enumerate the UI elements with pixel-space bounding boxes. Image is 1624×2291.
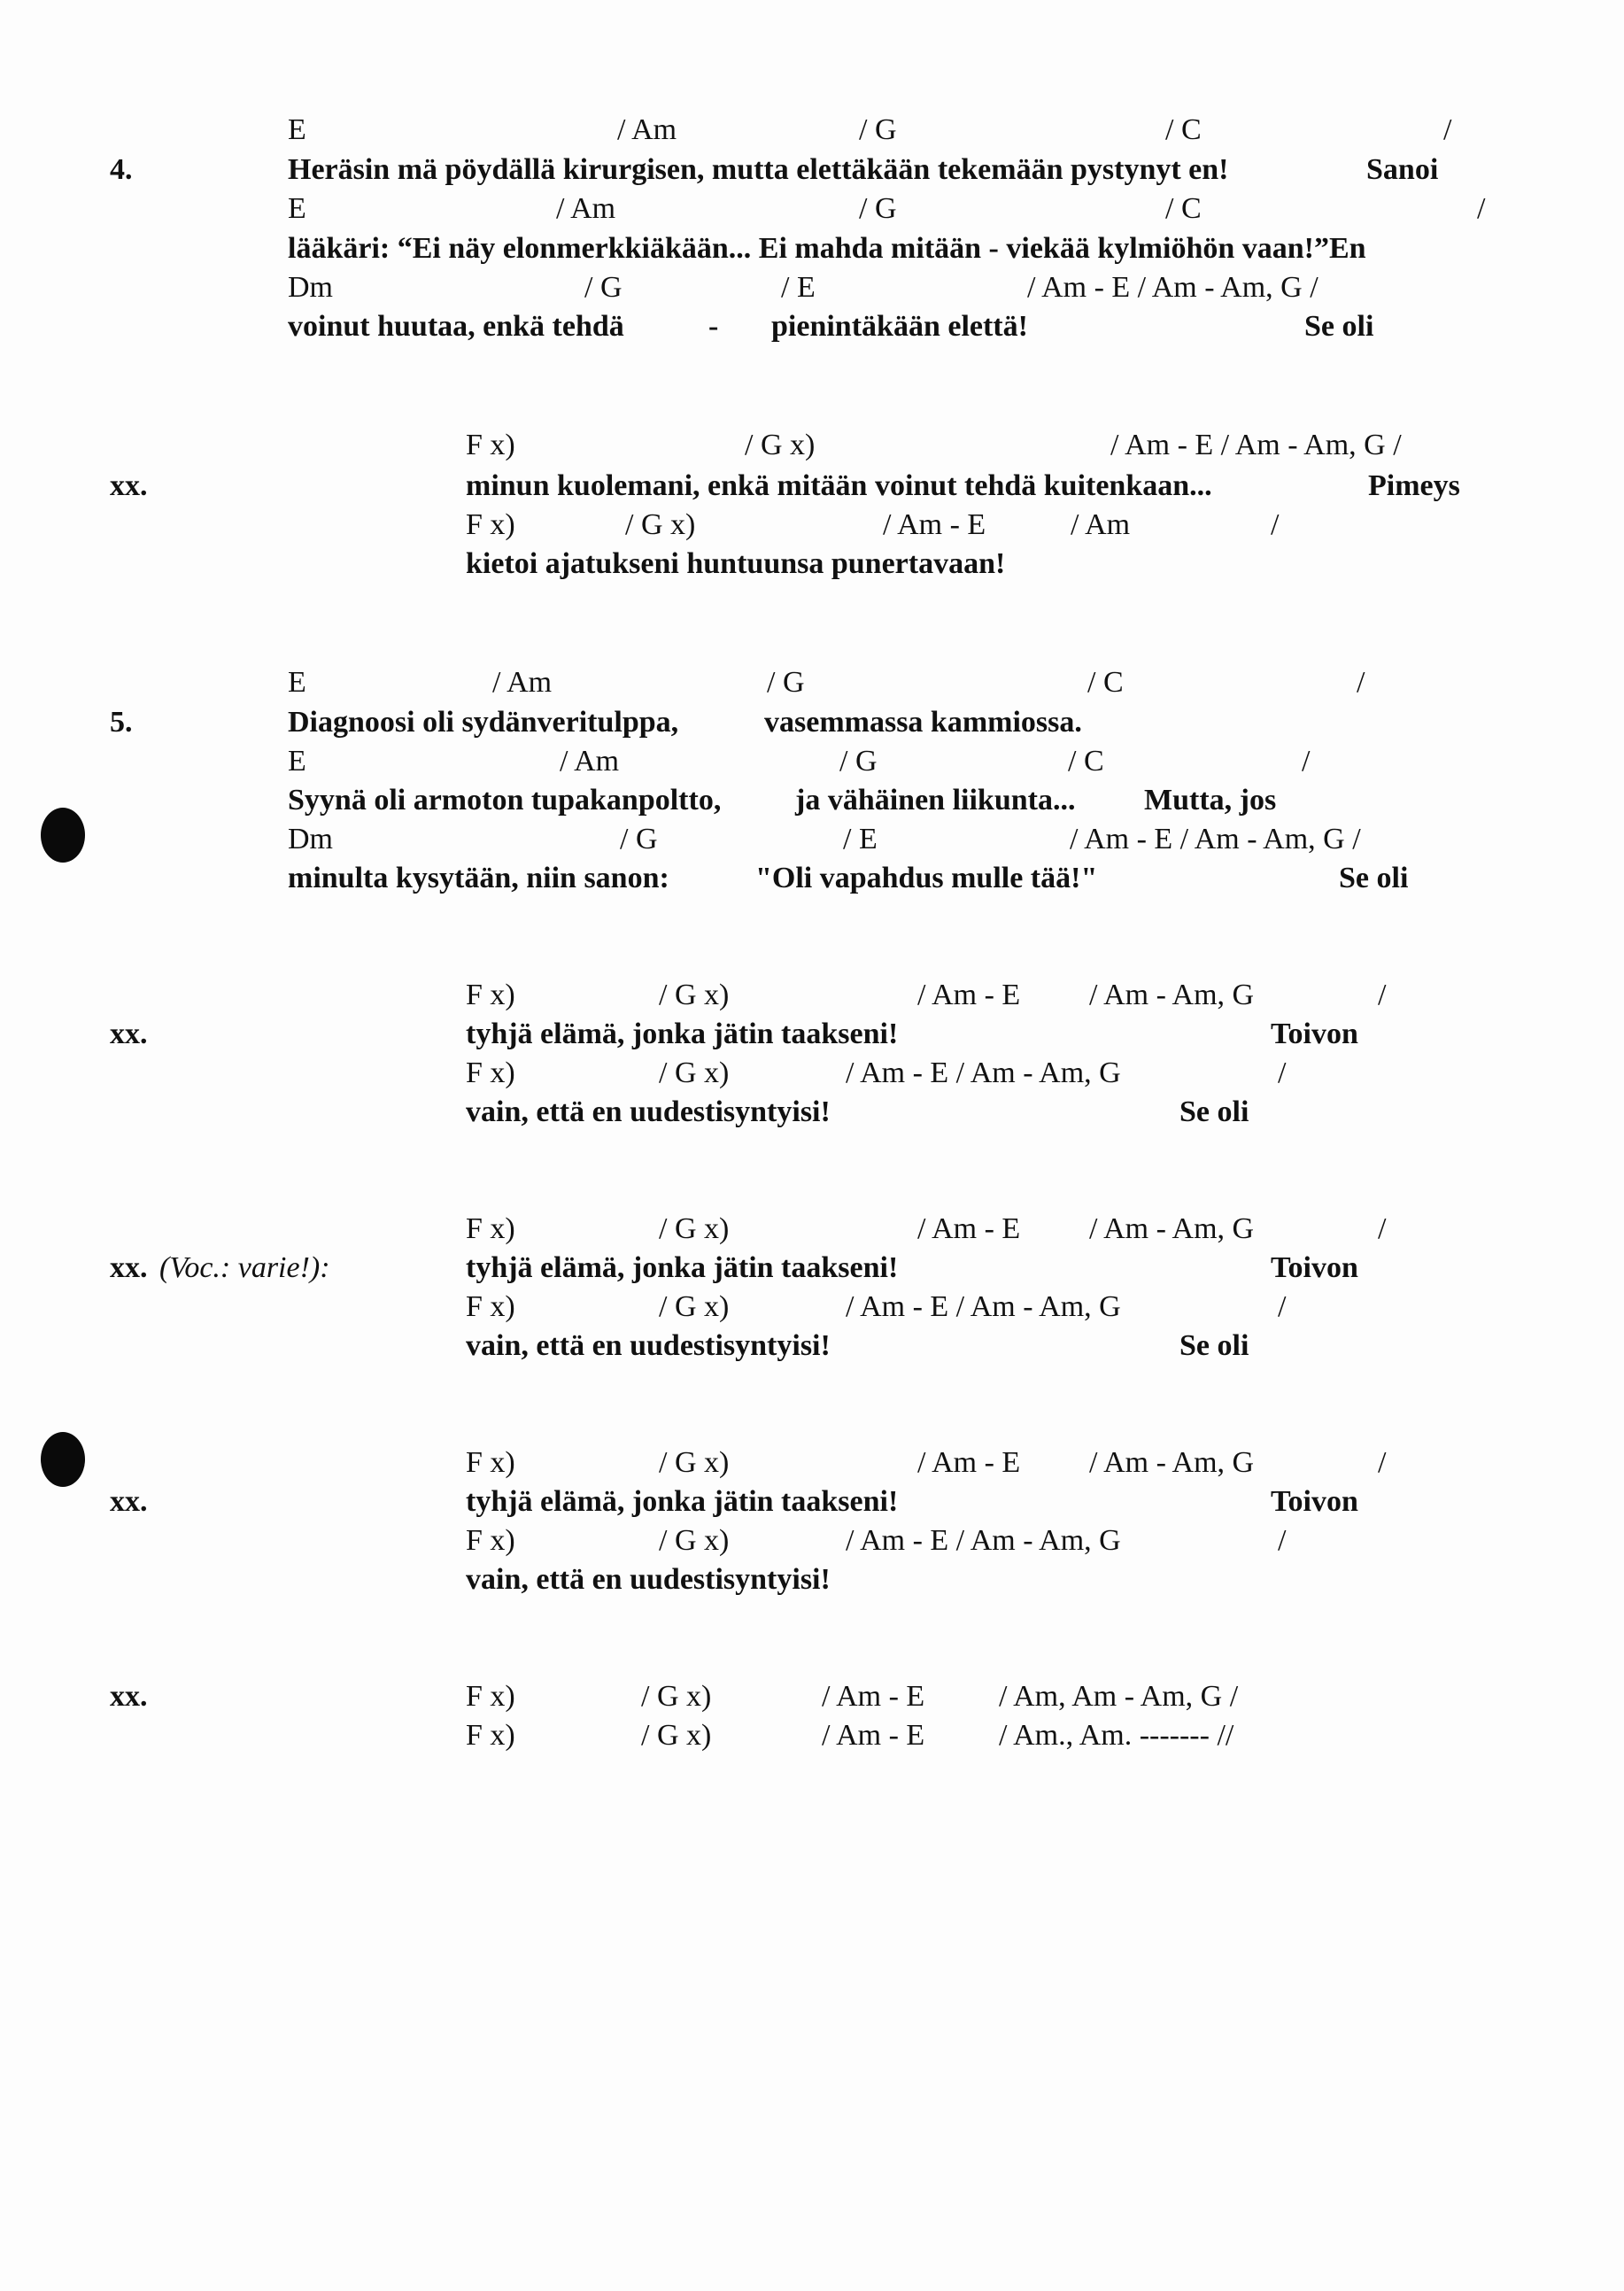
chord: / E [843,823,878,855]
chord: E [288,192,306,225]
chord: / [1278,1524,1287,1557]
vocal-note: (Voc.: varie!): [159,1251,330,1284]
chord: / [1357,666,1365,699]
chord: / Am., Am. ------- // [999,1719,1234,1752]
chord: / Am - E / Am - Am, G [846,1290,1121,1323]
chord: / G [859,113,897,146]
chord: Dm [288,271,333,304]
chord: / Am - E [822,1680,925,1713]
chord: / G x) [745,429,816,461]
chord: / G [839,745,878,778]
lyric-line: Toivon [1271,1018,1358,1050]
chord: F x) [466,979,515,1011]
chord: / G x) [659,1446,730,1479]
chord: / G x) [659,1212,730,1245]
chord: / [1278,1056,1287,1089]
lyric-line: Mutta, jos [1144,784,1277,817]
chord: / Am - E [917,979,1021,1011]
chord: / G x) [659,1056,730,1089]
chord: / Am [617,113,677,146]
chord: / Am - E [917,1212,1021,1245]
lyric-line: pienintäkään elettä! [771,310,1028,343]
chord: / G [620,823,658,855]
lyric-line: minun kuolemani, enkä mitään voinut tehdä kuitenkaan... [466,469,1212,502]
chord: / [1477,192,1486,225]
chord: / [1271,508,1280,541]
chord: / G x) [641,1680,712,1713]
chord: / C [1087,666,1124,699]
chord: / Am [492,666,553,699]
refrain-label: xx. [110,1018,148,1050]
chord: / Am - Am, G [1089,1212,1255,1245]
chord: F x) [466,1719,515,1752]
chord: F x) [466,429,515,461]
chord: / Am [1071,508,1131,541]
verse-number-5: 5. [110,706,133,739]
chord: / Am [560,745,620,778]
chord: F x) [466,1056,515,1089]
verse-number-4: 4. [110,153,133,186]
chord: / Am - E / Am - Am, G [846,1056,1121,1089]
lyric-line: ja vähäinen liikunta... [795,784,1076,817]
chord: / G [584,271,623,304]
lyric-line: Syynä oli armoton tupakanpoltto, [288,784,722,817]
lyric-line: tyhjä elämä, jonka jätin taakseni! [466,1485,899,1518]
chord: F x) [466,1212,515,1245]
lyric-line: Diagnoosi oli sydänveritulppa, [288,706,679,739]
lyric-line: minulta kysytään, niin sanon: [288,862,669,894]
chord: F x) [466,1290,515,1323]
lyric-line: tyhjä elämä, jonka jätin taakseni! [466,1018,899,1050]
lyric-line: lääkäri: “Ei näy elonmerkkiäkään... Ei mahda mitään - viekää kylmiöhön vaan!”En [288,232,1366,265]
chord: / Am - E / Am - Am, G / [1027,271,1319,304]
chord: F x) [466,1524,515,1557]
chord: / G x) [641,1719,712,1752]
chord: F x) [466,508,515,541]
lyric-line: Toivon [1271,1251,1358,1284]
refrain-label: xx. [110,1251,148,1284]
lyric-line: Heräsin mä pöydällä kirurgisen, mutta elettäkään tekemään pystynyt en! [288,153,1229,186]
lyric-line: Se oli [1339,862,1409,894]
lyric-line: Sanoi [1366,153,1439,186]
chord: E [288,745,306,778]
lyric-line: voinut huutaa, enkä tehdä [288,310,624,343]
lyric-line: Toivon [1271,1485,1358,1518]
chord: / [1378,1446,1387,1479]
lyric-line: Se oli [1179,1329,1249,1362]
chord: / [1378,979,1387,1011]
chord: / E [781,271,816,304]
lyric-line: vain, että en uudestisyntyisi! [466,1563,831,1596]
chord: / G [767,666,805,699]
chord: / [1302,745,1311,778]
chord: / G x) [659,1524,730,1557]
lyric-line: "Oli vapahdus mulle tää!" [755,862,1098,894]
refrain-label: xx. [110,469,148,502]
chord: / Am - E / Am - Am, G / [1070,823,1361,855]
chord: / [1378,1212,1387,1245]
chord: / Am - E / Am - Am, G / [1110,429,1402,461]
lyric-line: - [708,310,719,343]
chord: F x) [466,1680,515,1713]
punch-hole [41,1432,85,1487]
chord: / Am - E [917,1446,1021,1479]
chord: / C [1165,113,1202,146]
chord: / Am [556,192,616,225]
chord: / Am - E / Am - Am, G [846,1524,1121,1557]
chord: / G x) [659,979,730,1011]
chord: / [1443,113,1452,146]
outro-label: xx. [110,1680,148,1713]
chord: E [288,113,306,146]
lyric-line: Se oli [1304,310,1374,343]
lyric-line: kietoi ajatukseni huntuunsa punertavaan! [466,547,1006,580]
lyric-line: vasemmassa kammiossa. [764,706,1082,739]
lyric-line: Se oli [1179,1095,1249,1128]
chord: F x) [466,1446,515,1479]
chord: Dm [288,823,333,855]
lyric-line: tyhjä elämä, jonka jätin taakseni! [466,1251,899,1284]
lyric-line: vain, että en uudestisyntyisi! [466,1095,831,1128]
chord: / G [859,192,897,225]
chord: / Am - Am, G [1089,1446,1255,1479]
chord: / C [1165,192,1202,225]
chord: / Am - E [822,1719,925,1752]
chord: / Am - Am, G [1089,979,1255,1011]
chord: / Am - E [883,508,986,541]
lyric-line: Pimeys [1368,469,1460,502]
lyric-line: vain, että en uudestisyntyisi! [466,1329,831,1362]
chord: / [1278,1290,1287,1323]
punch-hole [41,808,85,863]
chord: E [288,666,306,699]
chord: / C [1068,745,1104,778]
refrain-label: xx. [110,1485,148,1518]
chord: / G x) [659,1290,730,1323]
chord: / G x) [625,508,696,541]
chord: / Am, Am - Am, G / [999,1680,1239,1713]
